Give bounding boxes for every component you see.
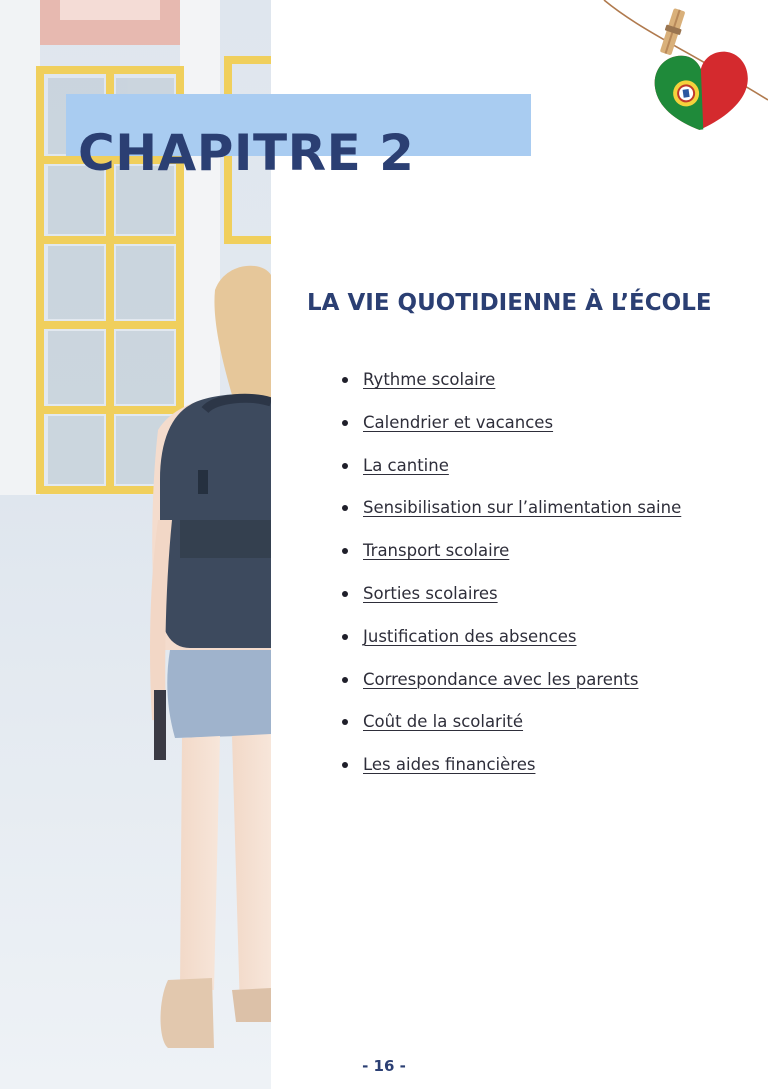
- bullet-icon: [342, 634, 348, 640]
- list-item: [339, 409, 681, 452]
- list-item: [339, 452, 681, 495]
- topic-link-absences[interactable]: Justification des absences: [363, 626, 577, 646]
- bullet-icon: [342, 377, 348, 383]
- bullet-icon: [342, 677, 348, 683]
- topic-link-rythme-scolaire[interactable]: Rythme scolaire: [363, 370, 496, 389]
- bullet-icon: [342, 762, 348, 768]
- bullet-icon: [342, 548, 348, 554]
- list-item: [339, 623, 681, 666]
- topic-link-aides[interactable]: Les aides financières: [363, 755, 536, 775]
- bullet-icon: [342, 591, 348, 597]
- list-item: [339, 708, 681, 751]
- list-item: [339, 666, 681, 709]
- topic-link-cout[interactable]: Coût de la scolarité: [363, 712, 524, 732]
- section-heading: LA VIE QUOTIDIENNE À L’ÉCOLE: [307, 290, 712, 316]
- portugal-flag-heart-icon: [600, 0, 768, 150]
- topic-link-correspondance[interactable]: Correspondance avec les parents: [363, 669, 639, 689]
- list-item: [339, 751, 681, 794]
- list-item: [339, 580, 681, 623]
- topic-list: [339, 366, 681, 794]
- topic-link-sorties[interactable]: Sorties scolaires: [363, 583, 498, 603]
- topic-link-cantine[interactable]: La cantine: [363, 455, 449, 475]
- bullet-icon: [342, 505, 348, 511]
- topic-link-alimentation[interactable]: Sensibilisation sur l’alimentation saine: [363, 498, 682, 518]
- bullet-icon: [342, 719, 348, 725]
- bullet-icon: [342, 420, 348, 426]
- topic-link-calendrier[interactable]: Calendrier et vacances: [363, 412, 554, 432]
- bullet-icon: [342, 463, 348, 469]
- list-item: [339, 494, 681, 537]
- clothespin-icon: [658, 7, 687, 56]
- chapter-title: CHAPITRE 2: [78, 124, 415, 182]
- page-number: - 16 -: [362, 1057, 406, 1075]
- list-item: [339, 537, 681, 580]
- topic-link-transport[interactable]: Transport scolaire: [363, 541, 510, 561]
- list-item: [339, 366, 681, 409]
